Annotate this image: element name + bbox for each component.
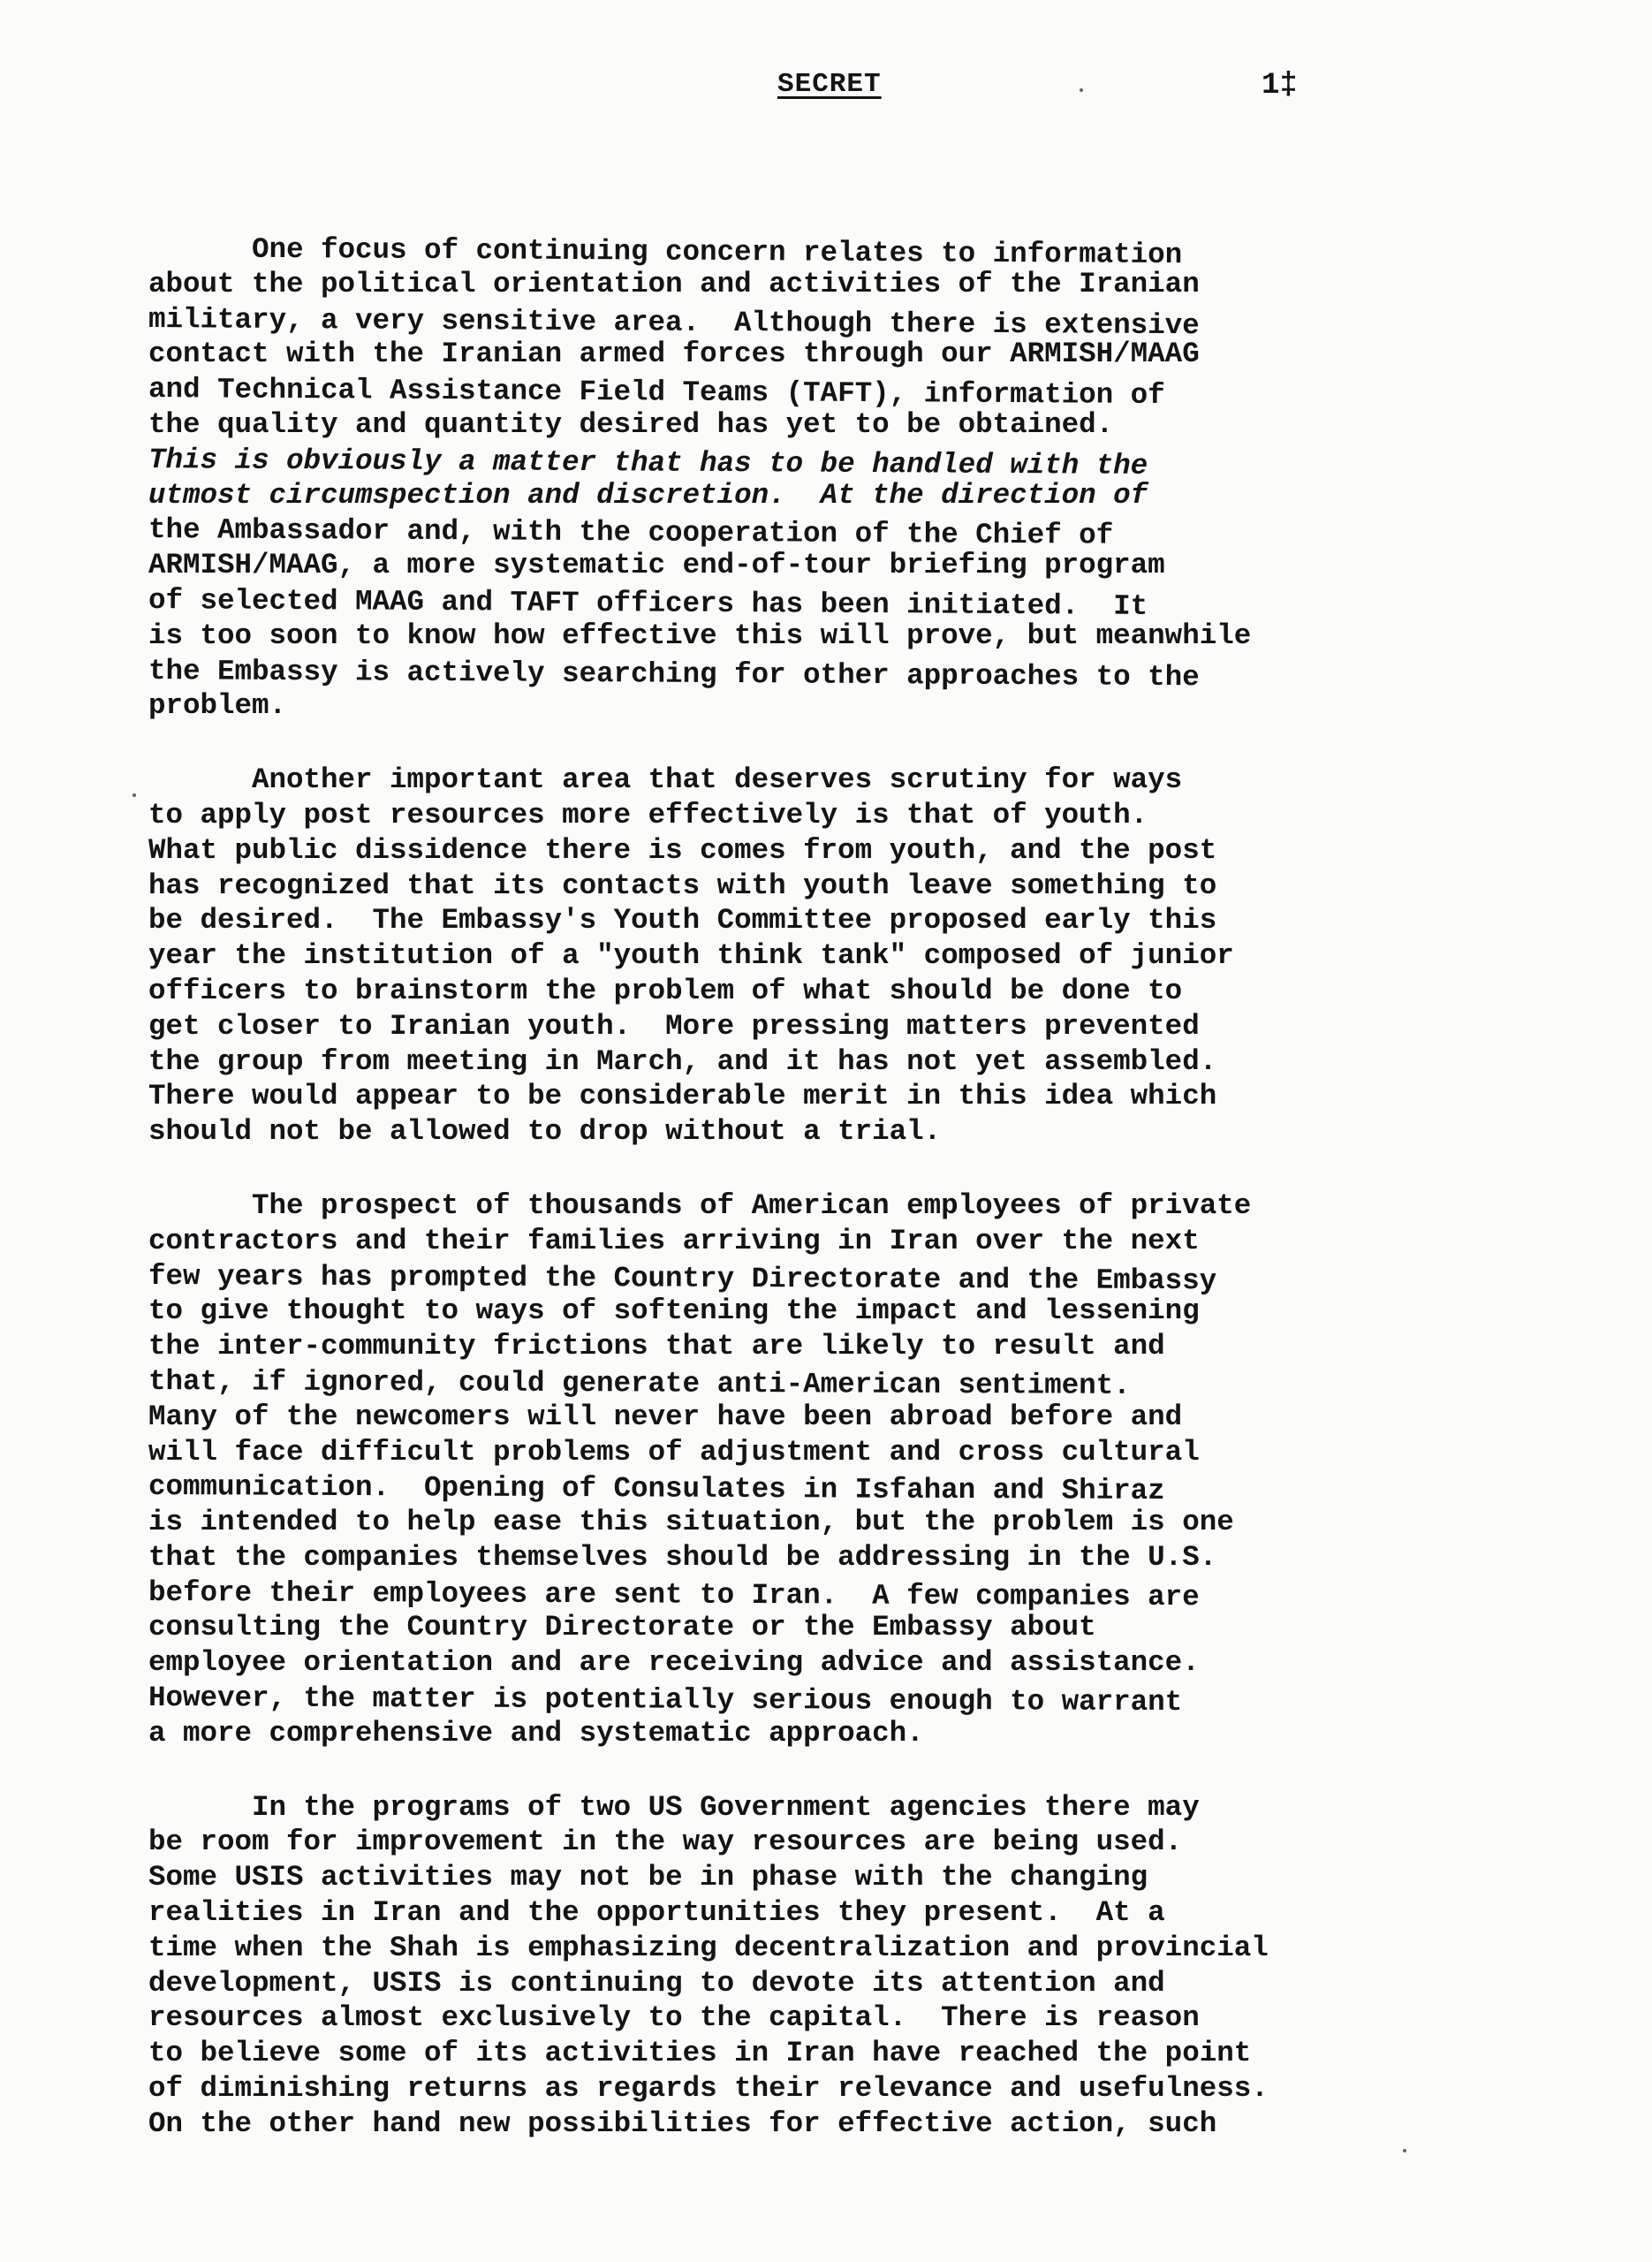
paragraph-military-intelligence (148, 232, 1527, 724)
text-line: to give thought to ways of softening the impact and lessening (148, 1294, 1200, 1328)
text-line: is too soon to know how effective this will prove, but meanwhile (148, 619, 1252, 652)
text-line: contact with the Iranian armed forces through our ARMISH/MAAG (148, 338, 1200, 371)
text-line: year the institution of a "youth think tank" composed of junior (148, 939, 1234, 973)
text-line: In the programs of two US Government agencies there may (148, 1790, 1200, 1824)
text-line: resources almost exclusively to the capital. There is reason (148, 2001, 1200, 2035)
text-line: problem. (148, 689, 287, 723)
text-line: is intended to help ease this situation, but the problem is one (148, 1506, 1234, 1539)
text-line: One focus of continuing concern relates to information (148, 232, 1183, 272)
text-line: to believe some of its activities in Iran have reached the point (148, 2037, 1252, 2070)
text-line: communication. Opening of Consulates in Isfahan and Shiraz (148, 1470, 1165, 1508)
text-line: ARMISH/MAAG, a more systematic end-of-tour briefing program (148, 549, 1165, 582)
text-line: The prospect of thousands of American employees of private (148, 1188, 1252, 1222)
text-line: utmost circumspection and discretion. At the direction of (148, 478, 1148, 512)
text-line: before their employees are sent to Iran. A few companies are (148, 1575, 1200, 1613)
text-line: get closer to Iranian youth. More pressing matters prevented (148, 1009, 1200, 1043)
text-line: of selected MAAG and TAFT officers has been initiated. It (148, 583, 1148, 623)
text-line: consulting the Country Directorate or the Embassy about (148, 1611, 1096, 1644)
page-header (0, 69, 1652, 122)
text-line: that, if ignored, could generate anti-American sentiment. (148, 1364, 1131, 1402)
text-line: about the political orientation and activities of the Iranian (148, 267, 1200, 300)
text-line: the Embassy is actively searching for other approaches to the (148, 654, 1200, 694)
text-line: has recognized that its contacts with youth leave something to (148, 869, 1217, 902)
text-line: should not be allowed to drop without a trial. (148, 1115, 942, 1149)
classification-marking: SECRET (777, 69, 882, 100)
scan-speck (1080, 88, 1083, 92)
text-line: will face difficult problems of adjustment and cross cultural (148, 1435, 1200, 1469)
text-line: be room for improvement in the way resources are being used. (148, 1826, 1183, 1859)
text-line: and Technical Assistance Field Teams (TAFT), information of (148, 373, 1165, 413)
scan-speck (133, 793, 136, 797)
text-line: realities in Iran and the opportunities they present. At a (148, 1896, 1165, 1930)
text-line: employee orientation and are receiving advice and assistance. (148, 1646, 1200, 1680)
document-body (148, 232, 1527, 2181)
text-line: officers to brainstorm the problem of what should be done to (148, 974, 1183, 1007)
text-line: What public dissidence there is comes from youth, and the post (148, 833, 1217, 867)
text-line: military, a very sensitive area. Although there is extensive (148, 302, 1200, 342)
text-line: of diminishing returns as regards their relevance and usefulness. (148, 2072, 1269, 2106)
text-line: to apply post resources more effectively is that of youth. (148, 798, 1148, 831)
text-line: There would appear to be considerable merit in this idea which (148, 1080, 1217, 1113)
text-line: the inter-community frictions that are likely to result and (148, 1330, 1165, 1363)
paragraph-usis-programs (148, 1790, 1527, 2142)
text-line: This is obviously a matter that has to be handled with the (148, 443, 1148, 482)
text-line: Some USIS activities may not be in phase with the changing (148, 1861, 1148, 1894)
text-line: Many of the newcomers will never have been abroad before and (148, 1400, 1183, 1433)
text-line: development, USIS is continuing to devote its attention and (148, 1966, 1165, 2000)
text-line: contractors and their families arriving in Iran over the next (148, 1224, 1200, 1257)
text-line: However, the matter is potentially serious enough to warrant (148, 1681, 1183, 1719)
text-line: On the other hand new possibilities for effective action, such (148, 2106, 1217, 2140)
paragraph-american-contractors (148, 1188, 1527, 1751)
text-line: that the companies themselves should be addressing in the U.S. (148, 1540, 1217, 1574)
text-line: time when the Shah is emphasizing decentralization and provincial (148, 1931, 1269, 1964)
page-number: 1‡ (1262, 69, 1298, 102)
text-line: the quality and quantity desired has yet to be obtained. (148, 407, 1114, 441)
text-line: the Ambassador and, with the cooperation of the Chief of (148, 513, 1114, 553)
text-line: a more comprehensive and systematic approach. (148, 1716, 924, 1750)
text-line: the group from meeting in March, and it has not yet assembled. (148, 1044, 1217, 1078)
text-line: Another important area that deserves scrutiny for ways (148, 763, 1183, 797)
text-line: few years has prompted the Country Directorate and the Embassy (148, 1259, 1217, 1297)
paragraph-youth (148, 763, 1527, 1150)
text-line: be desired. The Embassy's Youth Committee proposed early this (148, 904, 1217, 937)
